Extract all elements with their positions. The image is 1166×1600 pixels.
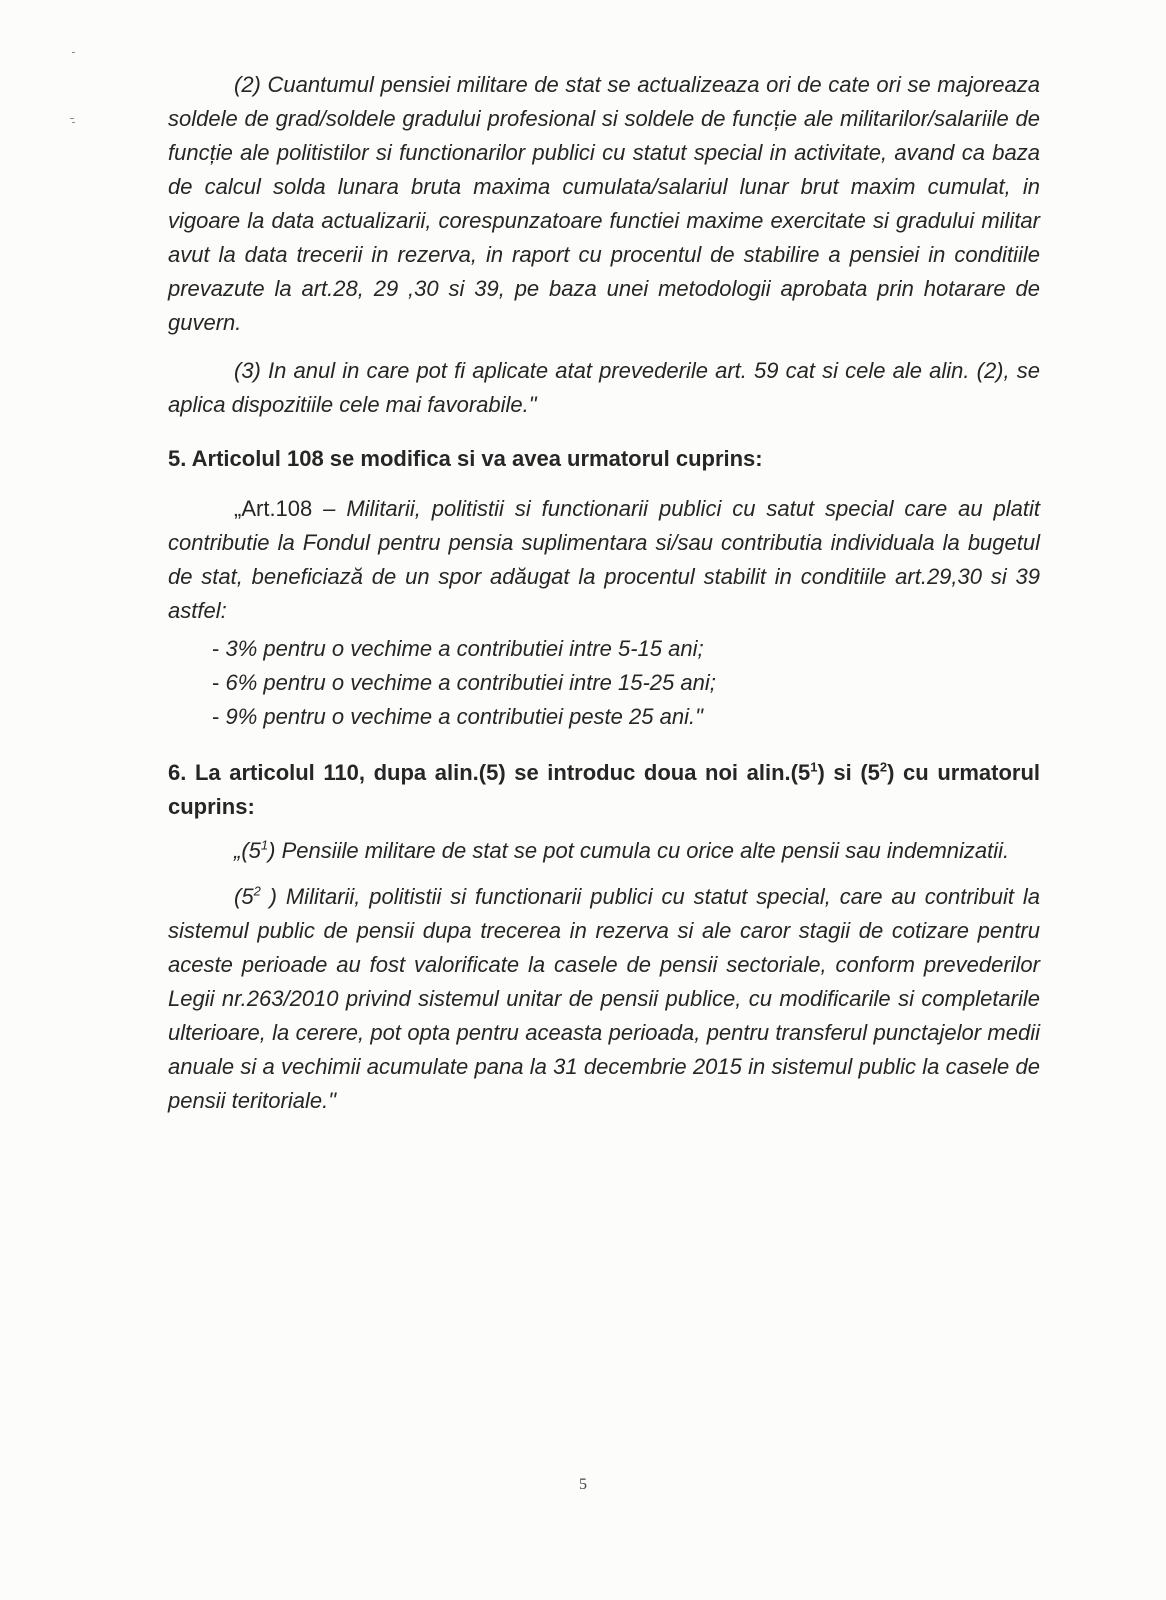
scan-speck [72, 52, 75, 53]
contribution-list [168, 632, 1040, 734]
list-item: - 3% pentru o vechime a contributiei intre 5-15 ani; [212, 632, 1040, 666]
section-5-heading: 5. Articolul 108 se modifica si va avea urmatorul cuprins: [168, 446, 763, 471]
paragraph-3: (3) In anul in care pot fi aplicate atat prevederile art. 59 cat si cele ale alin. (2), se aplica dispozitiile cele mai favorabile." [168, 358, 1040, 417]
page-number: 5 [579, 1476, 587, 1493]
paragraph-2: (2) Cuantumul pensiei militare de stat se actualizeaza ori de cate ori se majoreaza soldele de grad/soldele gradului profesional si soldele de funcție ale militarilor/salariile de funcție ale politistilor si functionarilor publici cu statut special in activitate, avand ca baza de calcul solda lunara bruta maxima cumulata/salariul lunar brut maxim cumulat, in vigoare la data actualizarii, corespunzatoare functiei maxime exercitate si gradului militar avut la data trecerii in rezerva, in raport cu procentul de stabilire a pensiei in conditiile prevazute la art.28, 29 ,30 si 39, pe baza unei metodologii aprobata prin hotarare de guvern. [168, 72, 1040, 335]
article-108-paragraph [168, 492, 1040, 628]
article-108-label: „Art.108 [234, 496, 313, 521]
document-body [168, 68, 1040, 1118]
scan-speck [72, 122, 75, 123]
section-6-heading: 6. La articolul 110, dupa alin.(5) se introduc doua noi $alin.(5^1)$ si $(5^2)$ cu urmatorul cuprins: [168, 759, 1040, 819]
article-108-text: – Militarii, politistii si functionarii publici cu satut special care au platit contributie la Fondul pentru pensia suplimentara si/sau contributia individuala la bugetul de stat, beneficiază de un spor adăugat la procentul stabilit in conditiile art.29,30 si 39 astfel: [168, 496, 1040, 623]
list-item: - 9% pentru o vechime a contributiei peste 25 ani." [212, 700, 1040, 734]
scan-speck [70, 118, 74, 119]
paragraph-5-1: $„(5^1)$ Pensiile militare de stat se pot cumula cu orice alte pensii sau indemnizatii. [234, 837, 1010, 863]
paragraph-5-2: ($5^2$ ) Militarii, politistii si functionarii publici cu statut special, care au contribuit la sistemul public de pensii dupa trecerea in rezerva si ale caror stagii de cotizare pentru aceste perioade au fost valorificate la casele de pensii sectoriale, conform prevederilor Legii nr.263/2010 privind sistemul unitar de pensii publice, cu modificarile si completarile ulterioare, la cerere, pot opta pentru aceasta perioada, pentru transferul punctajelor medii anuale si a vechimii acumulate pana la 31 decembrie 2015 in sistemul public la casele de pensii teritoriale." [168, 883, 1040, 1113]
list-item: - 6% pentru o vechime a contributiei intre 15-25 ani; [212, 666, 1040, 700]
